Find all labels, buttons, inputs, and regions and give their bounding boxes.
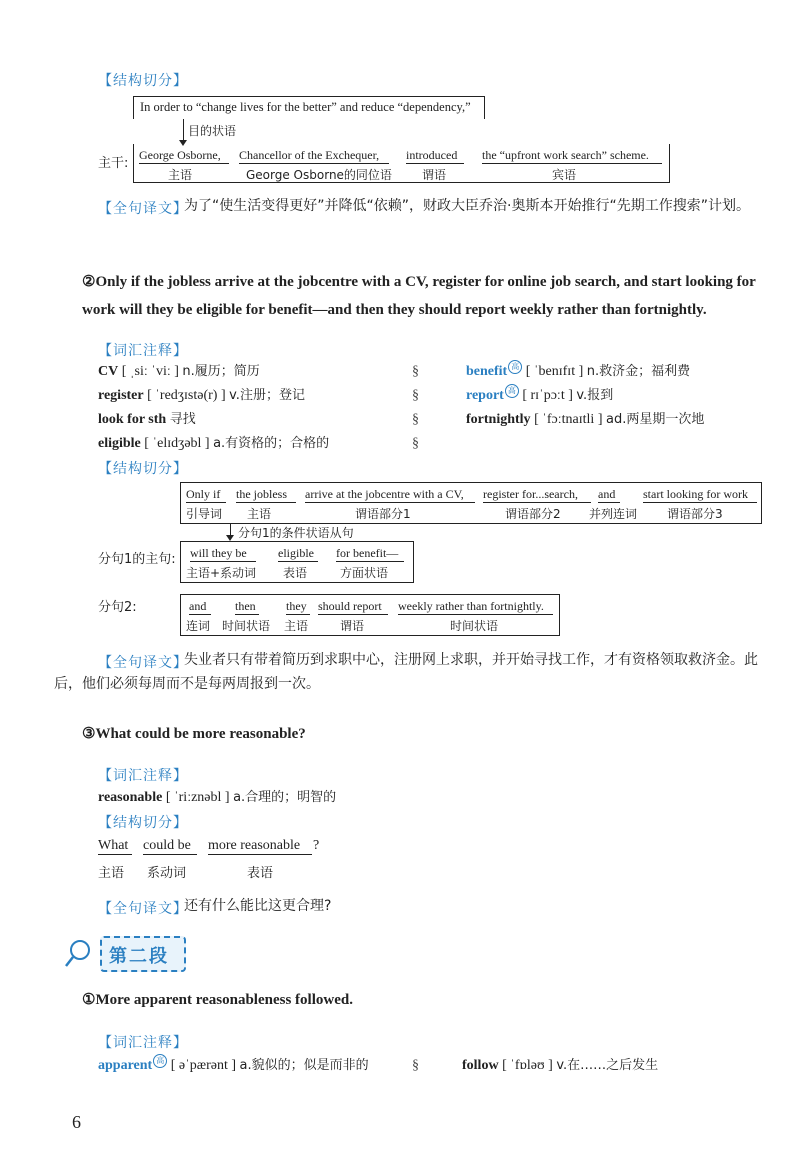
cell-predicate-cn: 谓语 <box>422 168 447 182</box>
divider-squiggle: § <box>412 412 419 427</box>
b2-cell-1-cn: 表语 <box>283 566 308 580</box>
structure-label-1: 【结构切分】 <box>98 73 188 89</box>
cell-subject-en: George Osborne, <box>139 148 229 164</box>
b1-cell-1-cn: 主语 <box>247 507 272 521</box>
vocab-item-fortnightly: fortnightly [ ˈfɔːtnaɪtli ] ad.两星期一次地 <box>466 412 705 427</box>
s3-cell-2-en: more reasonable <box>208 838 312 855</box>
high-frequency-icon: 高 <box>153 1054 167 1068</box>
cell-appositive-cn: George Osborne的同位语 <box>246 168 392 182</box>
b1-cell-4-cn: 并列连词 <box>589 507 638 521</box>
b3-cell-3-en: should report <box>318 599 388 615</box>
b2-cell-0-cn: 主语+系动词 <box>186 566 257 580</box>
translation-3: 还有什么能比这更合理? <box>184 898 332 914</box>
divider-squiggle: § <box>412 436 419 451</box>
s3-cell-1-cn: 系动词 <box>147 866 187 881</box>
b2-cell-2-en: for benefit— <box>336 546 404 562</box>
vocab-label-3: 【词汇注释】 <box>98 768 188 784</box>
b2-cell-2-cn: 方面状语 <box>340 566 389 580</box>
purpose-clause-box <box>133 96 485 119</box>
divider-squiggle: § <box>412 1058 419 1073</box>
b1-cell-0-en: Only if <box>186 487 226 503</box>
vocab-item-eligible: eligible [ ˈelɪdʒəbl ] a.有资格的；合格的 <box>98 436 330 451</box>
vocab-item-report: report 高 [ rɪˈpɔːt ] v.报到 <box>466 386 614 403</box>
b3-cell-4-cn: 时间状语 <box>450 619 499 633</box>
cell-appositive-en: Chancellor of the Exchequer, <box>239 148 389 164</box>
b1-cell-1-en: the jobless <box>236 487 296 503</box>
b2-cell-0-en: will they be <box>190 546 256 562</box>
b3-cell-2-cn: 主语 <box>284 619 309 633</box>
vocab-label-4: 【词汇注释】 <box>98 1035 188 1051</box>
vocab-item-look-for: look for sth 寻找 <box>98 412 196 427</box>
divider-squiggle: § <box>412 388 419 403</box>
sentence-2 <box>82 268 762 324</box>
cell-object-cn: 宾语 <box>552 168 577 182</box>
b3-cell-4-en: weekly rather than fortnightly. <box>398 599 553 615</box>
vocab-label-2: 【词汇注释】 <box>98 343 188 359</box>
s3-qmark: ? <box>313 838 320 853</box>
sentence-4-number: ① <box>82 992 96 1008</box>
b3-cell-0-cn: 连词 <box>186 619 211 633</box>
b1-cell-5-en: start looking for work <box>643 487 757 503</box>
cell-object-en: the “upfront work search” scheme. <box>482 148 662 164</box>
vocab-item-benefit: benefit 高 [ ˈbenɪfɪt ] n.救济金；福利费 <box>466 362 691 379</box>
purpose-adverbial-label: 目的状语 <box>188 124 237 138</box>
vocab-item-follow: follow [ ˈfɒləʊ ] v.在……之后发生 <box>462 1058 659 1073</box>
b1-cell-3-cn: 谓语部分2 <box>505 507 561 521</box>
translation-1: 为了“使生活变得更好”并降低“依赖”，财政大臣乔治·奥斯本开始推行“先期工作搜索”计划。 <box>184 198 750 214</box>
b1-cell-2-cn: 谓语部分1 <box>355 507 411 521</box>
arrow-shaft <box>183 119 184 141</box>
vocab-item-reasonable: reasonable [ ˈriːznəbl ] a.合理的；明智的 <box>98 790 337 805</box>
high-frequency-icon: 高 <box>505 384 519 398</box>
b1-cell-3-en: register for...search, <box>483 487 591 503</box>
translation-label-2: 【全句译文】 <box>98 655 188 671</box>
s3-cell-0-en: What <box>98 838 132 855</box>
vocab-item-cv: CV [ ˌsiː ˈviː ] n.履历；简历 <box>98 364 260 379</box>
cell-subject-cn: 主语 <box>168 168 193 182</box>
clause1-main-label: 分句1的主句: <box>98 552 176 567</box>
sentence-4 <box>82 986 353 1014</box>
sentence-2-text: Only if the jobless arrive at the jobcentre with a CV, register for online job search, and start looking for work will they be eligible for benefit—and then they should report weekly rather than fortnightly. <box>82 274 756 318</box>
vocab-item-apparent: apparent 高 [ əˈpærənt ] a.貌似的；似是而非的 <box>98 1056 369 1073</box>
section-title: 第二段 <box>109 946 169 967</box>
conditional-clause-label: 分句1的条件状语从句 <box>238 526 354 540</box>
clause2-label: 分句2: <box>98 600 137 615</box>
b3-cell-2-en: they <box>286 599 310 615</box>
b1-cell-0-cn: 引导词 <box>186 507 223 521</box>
sentence-4-text: More apparent reasonableness followed. <box>95 992 353 1008</box>
main-clause-label: 主干: <box>98 156 129 171</box>
b3-cell-1-en: then <box>235 599 259 615</box>
sentence-3-text: What could be more reasonable? <box>95 726 306 742</box>
translation-label-3: 【全句译文】 <box>98 901 188 917</box>
structure-label-3: 【结构切分】 <box>98 815 188 831</box>
divider-squiggle: § <box>412 364 419 379</box>
b3-cell-0-en: and <box>189 599 211 615</box>
magnifier-icon <box>64 938 98 972</box>
s3-cell-1-en: could be <box>143 838 197 855</box>
s3-cell-2-cn: 表语 <box>247 866 274 881</box>
translation-2: 失业者只有带着简历到求职中心，注册网上求职，并开始寻找工作，才有资格领取救济金。此后，他们必须每周而不是每两周报到一次。 <box>54 652 758 692</box>
purpose-clause-text: In order to “change lives for the better” and reduce “dependency,” <box>140 100 471 114</box>
s3-cell-0-cn: 主语 <box>98 866 125 881</box>
b2-cell-1-en: eligible <box>278 546 318 562</box>
sentence-2-number: ② <box>82 274 96 290</box>
b1-cell-4-en: and <box>598 487 620 503</box>
b1-cell-5-cn: 谓语部分3 <box>667 507 723 521</box>
b1-cell-2-en: arrive at the jobcentre with a CV, <box>305 487 475 503</box>
high-frequency-icon: 高 <box>508 360 522 374</box>
structure-label-2: 【结构切分】 <box>98 461 188 477</box>
b3-cell-1-cn: 时间状语 <box>222 619 271 633</box>
sentence-3 <box>82 720 306 748</box>
translation-label-1: 【全句译文】 <box>98 201 188 217</box>
cell-predicate-en: introduced <box>406 148 464 164</box>
sentence-3-number: ③ <box>82 726 96 742</box>
section-header <box>100 936 186 972</box>
page-number: 6 <box>72 1112 81 1132</box>
b3-cell-3-cn: 谓语 <box>340 619 365 633</box>
vocab-item-register: register [ ˈredʒɪstə(r) ] v.注册；登记 <box>98 388 305 403</box>
